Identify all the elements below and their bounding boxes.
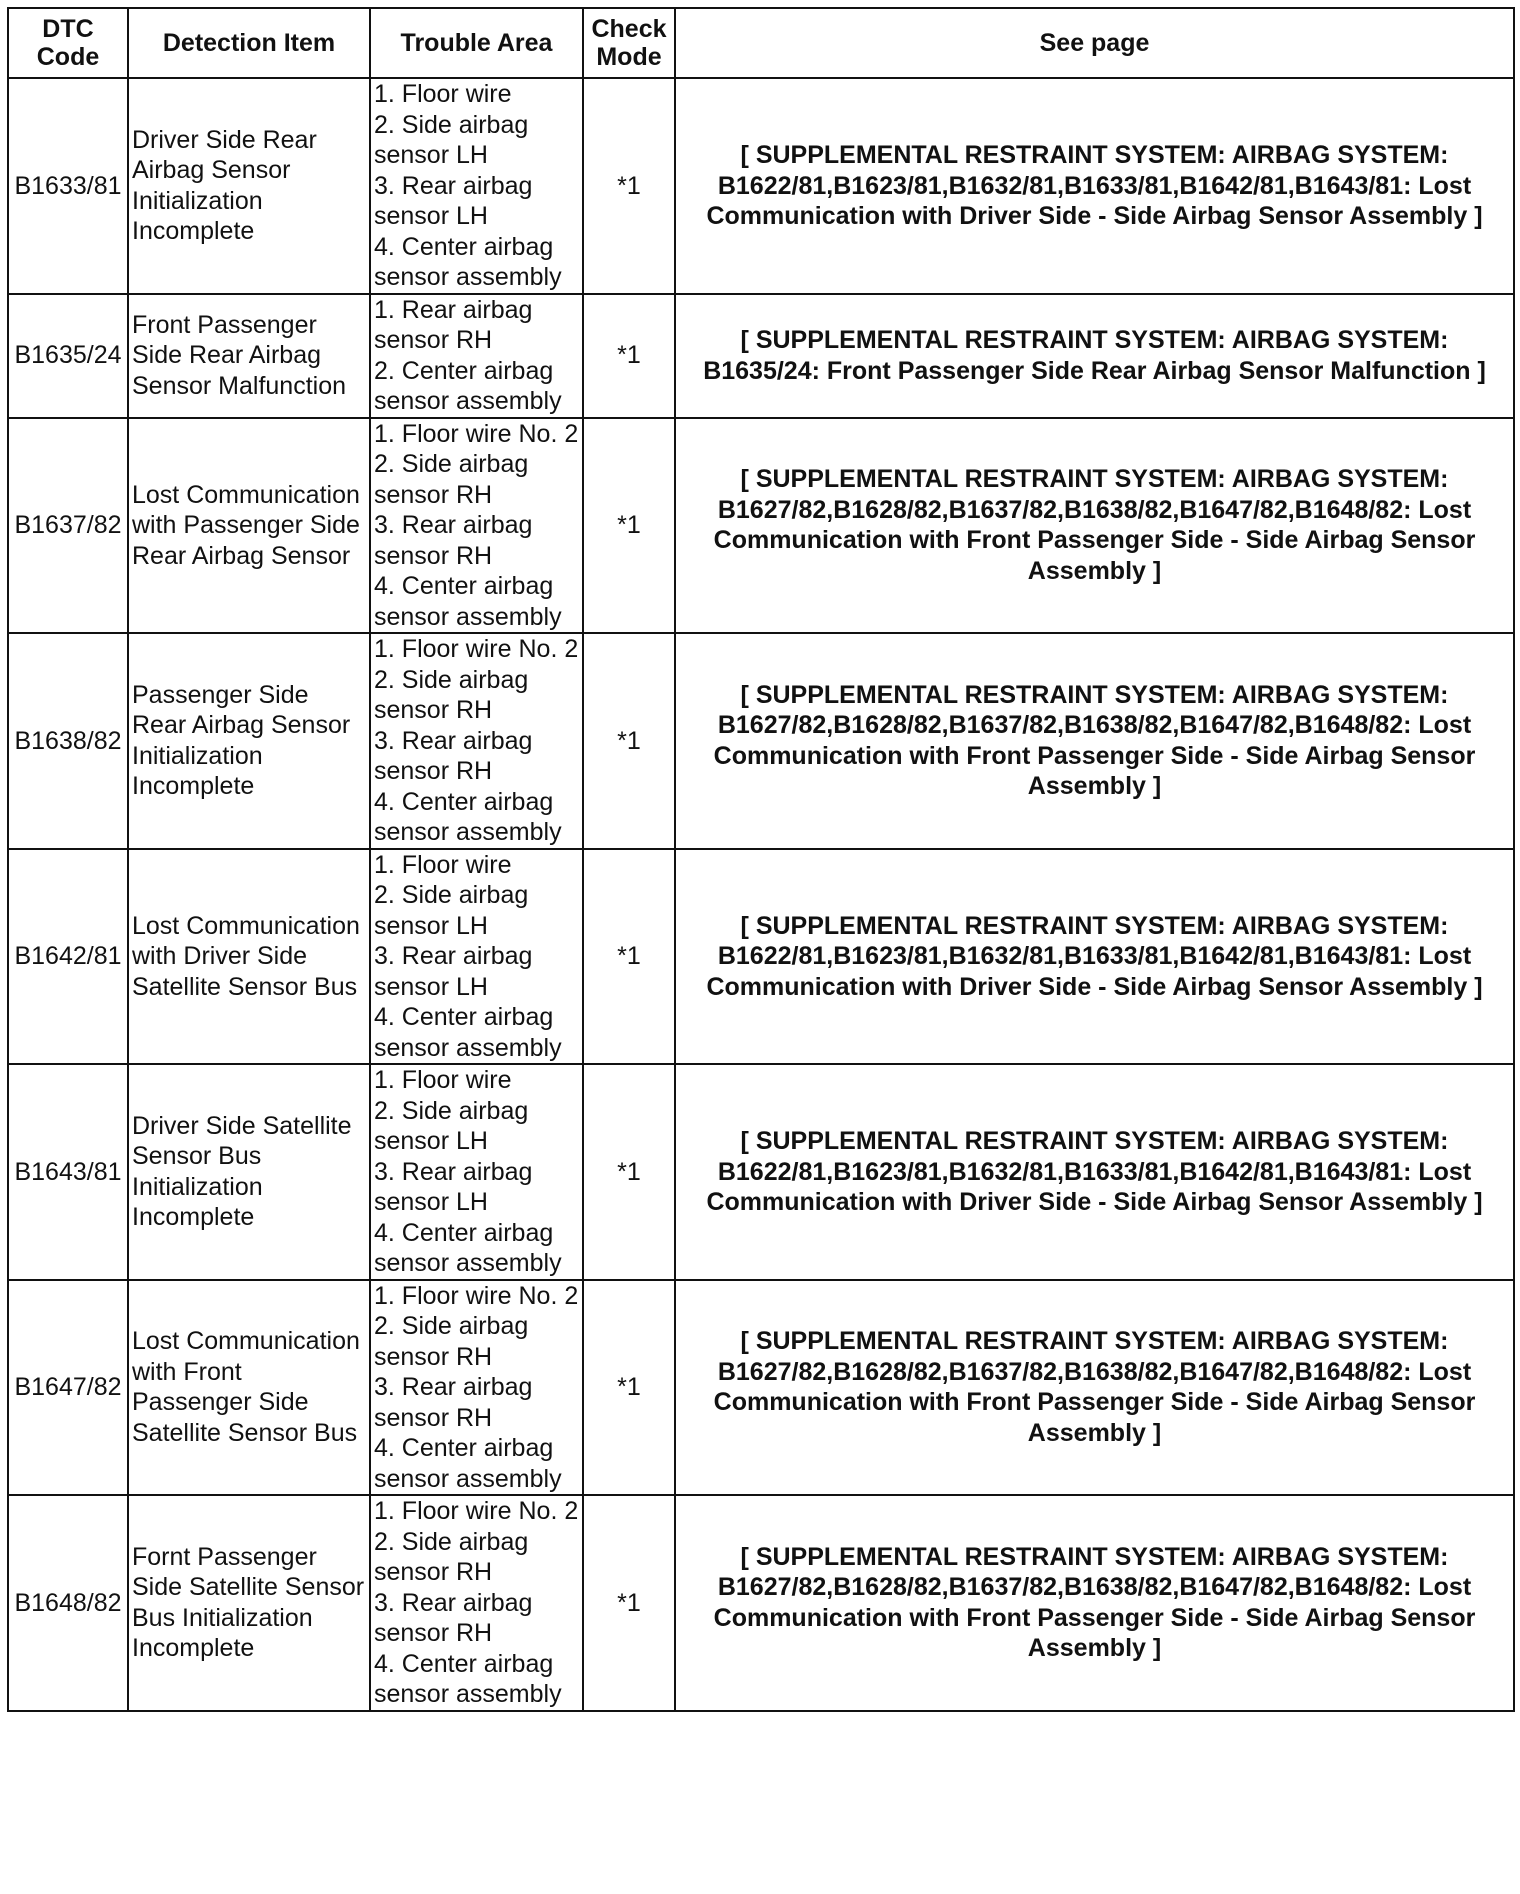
trouble-area-line: 1. Floor wire No. 2 xyxy=(374,419,579,448)
trouble-area xyxy=(370,849,583,1065)
trouble-area-line: 3. Rear airbag sensor RH xyxy=(374,1373,533,1432)
trouble-area xyxy=(370,78,583,294)
trouble-area xyxy=(370,418,583,634)
trouble-area-line: 4. Center airbag sensor assembly xyxy=(374,1434,562,1493)
trouble-area-line: 1. Floor wire xyxy=(374,850,512,879)
detection-item: Lost Communication with Passenger Side Rear Airbag Sensor xyxy=(128,418,370,634)
check-mode: *1 xyxy=(583,1495,675,1711)
see-page-link[interactable]: [ SUPPLEMENTAL RESTRAINT SYSTEM: AIRBAG SYSTEM: B1622/81,B1623/81,B1632/81,B1633/81,B1642/81,B1643/81: Lost Communication with Driver Side - Side Airbag Sensor Assembly ] xyxy=(706,911,1483,1001)
see-page-reference xyxy=(675,418,1514,634)
detection-item: Lost Communication with Driver Side Satellite Sensor Bus xyxy=(128,849,370,1065)
detection-item: Fornt Passenger Side Satellite Sensor Bus Initialization Incomplete xyxy=(128,1495,370,1711)
trouble-area-line: 3. Rear airbag sensor LH xyxy=(374,171,533,230)
header-see-page: See page xyxy=(675,8,1514,78)
table-row xyxy=(8,294,1514,418)
trouble-area-line: 2. Center airbag sensor assembly xyxy=(374,356,562,415)
trouble-area-line: 3. Rear airbag sensor RH xyxy=(374,726,533,785)
see-page-link[interactable]: [ SUPPLEMENTAL RESTRAINT SYSTEM: AIRBAG SYSTEM: B1622/81,B1623/81,B1632/81,B1633/81,B1642/81,B1643/81: Lost Communication with Driver Side - Side Airbag Sensor Assembly ] xyxy=(706,141,1483,230)
trouble-area-line: 3. Rear airbag sensor RH xyxy=(374,511,533,570)
table-body xyxy=(8,78,1514,1711)
dtc-code: B1637/82 xyxy=(8,418,128,634)
table-row xyxy=(8,633,1514,849)
trouble-area-line: 3. Rear airbag sensor RH xyxy=(374,1588,533,1647)
see-page-link[interactable]: [ SUPPLEMENTAL RESTRAINT SYSTEM: AIRBAG SYSTEM: B1627/82,B1628/82,B1637/82,B1638/82,B1647/82,B1648/82: Lost Communication with Front Passenger Side - Side Airbag Sensor Assembly ] xyxy=(713,1542,1476,1663)
see-page-reference xyxy=(675,78,1514,294)
header-detection-item: Detection Item xyxy=(128,8,370,78)
trouble-area-line: 2. Side airbag sensor RH xyxy=(374,1527,529,1586)
trouble-area xyxy=(370,1495,583,1711)
check-mode: *1 xyxy=(583,849,675,1065)
see-page-link[interactable]: [ SUPPLEMENTAL RESTRAINT SYSTEM: AIRBAG SYSTEM: B1622/81,B1623/81,B1632/81,B1633/81,B1642/81,B1643/81: Lost Communication with Driver Side - Side Airbag Sensor Assembly ] xyxy=(706,1127,1483,1216)
dtc-code: B1643/81 xyxy=(8,1064,128,1280)
detection-item: Lost Communication with Front Passenger Side Satellite Sensor Bus xyxy=(128,1280,370,1496)
check-mode: *1 xyxy=(583,78,675,294)
trouble-area xyxy=(370,633,583,849)
trouble-area xyxy=(370,294,583,418)
header-dtc-code xyxy=(8,8,128,78)
header-dtc-code-line2: Code xyxy=(36,43,100,71)
dtc-code: B1647/82 xyxy=(8,1280,128,1496)
trouble-area xyxy=(370,1064,583,1280)
detection-item: Driver Side Rear Airbag Sensor Initialization Incomplete xyxy=(128,78,370,294)
dtc-table xyxy=(7,7,1515,1712)
detection-item: Driver Side Satellite Sensor Bus Initialization Incomplete xyxy=(128,1064,370,1280)
trouble-area-line: 1. Floor wire xyxy=(374,80,512,108)
check-mode: *1 xyxy=(583,294,675,418)
trouble-area-line: 4. Center airbag sensor assembly xyxy=(374,572,562,631)
see-page-link[interactable]: [ SUPPLEMENTAL RESTRAINT SYSTEM: AIRBAG SYSTEM: B1627/82,B1628/82,B1637/82,B1638/82,B1647/82,B1648/82: Lost Communication with Front Passenger Side - Side Airbag Sensor Assembly ] xyxy=(713,465,1476,585)
dtc-code: B1642/81 xyxy=(8,849,128,1065)
header-dtc-code-line1: DTC xyxy=(42,15,94,43)
check-mode: *1 xyxy=(583,1064,675,1280)
trouble-area-line: 1. Floor wire No. 2 xyxy=(374,635,579,663)
trouble-area xyxy=(370,1280,583,1496)
check-mode: *1 xyxy=(583,1280,675,1496)
table-row xyxy=(8,418,1514,634)
see-page-link[interactable]: [ SUPPLEMENTAL RESTRAINT SYSTEM: AIRBAG SYSTEM: B1627/82,B1628/82,B1637/82,B1638/82,B1647/82,B1648/82: Lost Communication with Front Passenger Side - Side Airbag Sensor Assembly ] xyxy=(713,1327,1476,1447)
trouble-area-line: 1. Floor wire No. 2 xyxy=(374,1497,579,1525)
trouble-area-line: 4. Center airbag sensor assembly xyxy=(374,232,562,291)
trouble-area-line: 2. Side airbag sensor RH xyxy=(374,450,529,509)
see-page-link[interactable]: [ SUPPLEMENTAL RESTRAINT SYSTEM: AIRBAG SYSTEM: B1635/24: Front Passenger Side Rear Airbag Sensor Malfunction ] xyxy=(703,326,1486,385)
trouble-area-line: 4. Center airbag sensor assembly xyxy=(374,787,562,846)
check-mode: *1 xyxy=(583,418,675,634)
trouble-area-line: 3. Rear airbag sensor LH xyxy=(374,1157,533,1216)
dtc-code: B1635/24 xyxy=(8,294,128,418)
see-page-reference xyxy=(675,294,1514,418)
detection-item: Passenger Side Rear Airbag Sensor Initialization Incomplete xyxy=(128,633,370,849)
trouble-area-line: 2. Side airbag sensor LH xyxy=(374,1096,529,1155)
see-page-reference xyxy=(675,1495,1514,1711)
see-page-reference xyxy=(675,849,1514,1065)
trouble-area-line: 2. Side airbag sensor RH xyxy=(374,665,529,724)
trouble-area-line: 2. Side airbag sensor LH xyxy=(374,881,529,940)
see-page-reference xyxy=(675,633,1514,849)
table-row xyxy=(8,1280,1514,1496)
header-check-mode xyxy=(583,8,675,78)
trouble-area-line: 3. Rear airbag sensor LH xyxy=(374,942,533,1001)
trouble-area-line: 1. Floor wire xyxy=(374,1066,512,1094)
trouble-area-line: 4. Center airbag sensor assembly xyxy=(374,1003,562,1062)
table-row xyxy=(8,1064,1514,1280)
header-row xyxy=(8,8,1514,78)
trouble-area-line: 1. Floor wire No. 2 xyxy=(374,1281,579,1310)
dtc-code: B1648/82 xyxy=(8,1495,128,1711)
header-check-mode-line2: Mode xyxy=(596,43,662,71)
table-row xyxy=(8,78,1514,294)
check-mode: *1 xyxy=(583,633,675,849)
trouble-area-line: 4. Center airbag sensor assembly xyxy=(374,1649,562,1708)
trouble-area-line: 2. Side airbag sensor RH xyxy=(374,1312,529,1371)
dtc-code: B1638/82 xyxy=(8,633,128,849)
trouble-area-line: 2. Side airbag sensor LH xyxy=(374,110,529,169)
see-page-reference xyxy=(675,1064,1514,1280)
see-page-reference xyxy=(675,1280,1514,1496)
header-trouble-area: Trouble Area xyxy=(370,8,583,78)
see-page-link[interactable]: [ SUPPLEMENTAL RESTRAINT SYSTEM: AIRBAG SYSTEM: B1627/82,B1628/82,B1637/82,B1638/82,B1647/82,B1648/82: Lost Communication with Front Passenger Side - Side Airbag Sensor Assembly ] xyxy=(713,680,1476,801)
trouble-area-line: 4. Center airbag sensor assembly xyxy=(374,1218,562,1277)
table-row xyxy=(8,849,1514,1065)
dtc-code: B1633/81 xyxy=(8,78,128,294)
table-row xyxy=(8,1495,1514,1711)
header-check-mode-line1: Check xyxy=(591,15,667,43)
detection-item: Front Passenger Side Rear Airbag Sensor Malfunction xyxy=(128,294,370,418)
trouble-area-line: 1. Rear airbag sensor RH xyxy=(374,295,533,354)
